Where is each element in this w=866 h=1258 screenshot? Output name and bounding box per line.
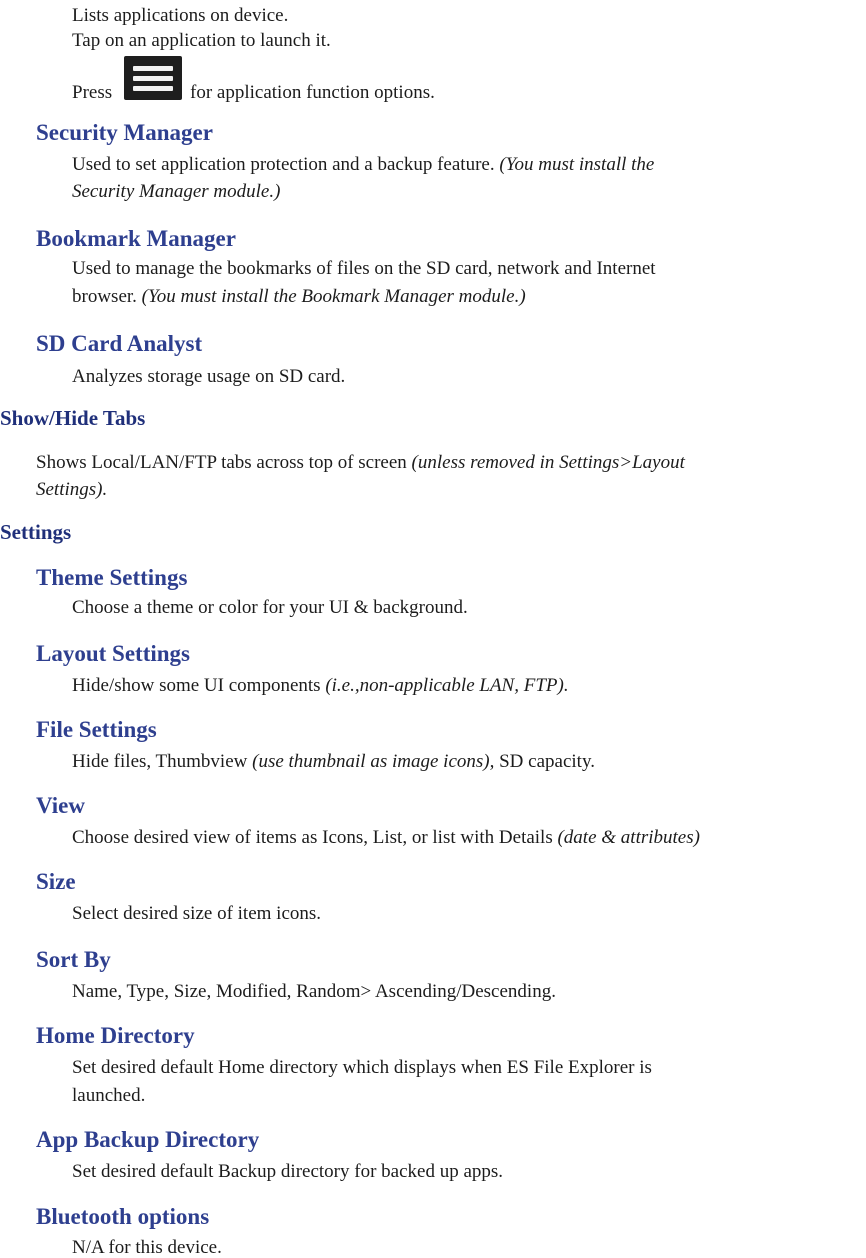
view-note: (date & attributes) [557, 827, 700, 848]
show-hide-tabs-note: (unless removed in Settings>Layout [411, 452, 685, 473]
home-directory-desc: Set desired default Home directory which displays when ES File Explorer is [72, 1057, 652, 1078]
bookmark-manager-desc: Used to manage the bookmarks of files on the SD card, network and Internet [72, 258, 656, 279]
show-hide-tabs-text [36, 453, 685, 472]
sort-by-heading: Sort By [36, 947, 111, 972]
bookmark-manager-heading: Bookmark Manager [36, 226, 236, 251]
layout-settings-desc: Hide/show some UI components [72, 675, 321, 696]
file-settings-desc-2: SD capacity. [499, 751, 595, 772]
app-backup-directory-desc: Set desired default Backup directory for backed up apps. [72, 1161, 504, 1182]
press-description: for application function options. [190, 82, 435, 103]
menu-icon [124, 56, 182, 100]
sort-by-desc: Name, Type, Size, Modified, Random> Ascending/Descending. [72, 981, 556, 1002]
show-hide-tabs-note-2: Settings). [36, 479, 108, 500]
show-hide-tabs-desc: Shows Local/LAN/FTP tabs across top of screen [36, 452, 407, 473]
view-text [72, 828, 700, 847]
size-heading: Size [36, 869, 76, 894]
bookmark-manager-text-2 [72, 287, 526, 306]
home-directory-heading: Home Directory [36, 1023, 195, 1048]
home-directory-desc-2: launched. [72, 1085, 146, 1106]
intro-line-1: Lists applications on device. [72, 5, 289, 26]
bluetooth-options-desc: N/A for this device. [72, 1237, 222, 1258]
size-desc: Select desired size of item icons. [72, 903, 322, 924]
layout-settings-note: (i.e.,non-applicable LAN, FTP). [325, 675, 569, 696]
press-label: Press [72, 82, 113, 103]
file-settings-heading: File Settings [36, 717, 157, 742]
theme-settings-heading: Theme Settings [36, 565, 188, 590]
layout-settings-text [72, 676, 569, 695]
security-manager-note: (You must install the [499, 154, 655, 175]
sd-card-analyst-heading: SD Card Analyst [36, 331, 203, 356]
security-manager-desc: Used to set application protection and a backup feature. [72, 154, 495, 175]
view-desc: Choose desired view of items as Icons, List, or list with Details [72, 827, 553, 848]
theme-settings-desc: Choose a theme or color for your UI & background. [72, 597, 468, 618]
security-manager-text [72, 155, 654, 174]
file-settings-desc: Hide files, Thumbview [72, 751, 248, 772]
bluetooth-options-heading: Bluetooth options [36, 1204, 210, 1229]
layout-settings-heading: Layout Settings [36, 641, 190, 666]
show-hide-tabs-heading: Show/Hide Tabs [0, 406, 146, 430]
file-settings-note: (use thumbnail as image icons), [252, 751, 495, 772]
view-heading: View [36, 793, 85, 818]
bookmark-manager-note: (You must install the Bookmark Manager module.) [141, 286, 526, 307]
bookmark-manager-desc-2: browser. [72, 286, 137, 307]
security-manager-note-2: Security Manager module.) [72, 181, 281, 202]
app-backup-directory-heading: App Backup Directory [36, 1127, 260, 1152]
settings-heading: Settings [0, 520, 72, 544]
security-manager-heading: Security Manager [36, 120, 213, 145]
sd-card-analyst-desc: Analyzes storage usage on SD card. [72, 366, 346, 387]
file-settings-text [72, 752, 595, 771]
intro-line-2: Tap on an application to launch it. [72, 30, 331, 51]
